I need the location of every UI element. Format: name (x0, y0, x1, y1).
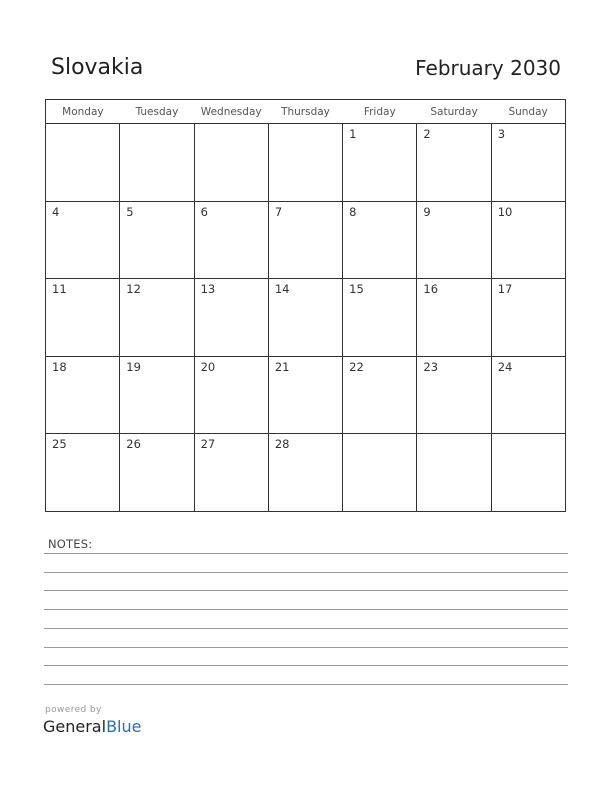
day-number: 3 (497, 127, 506, 141)
day-number: 18 (52, 359, 67, 374)
note-line (44, 572, 568, 573)
day-cell (268, 356, 342, 434)
day-number: 22 (349, 359, 364, 374)
day-number: 23 (423, 359, 439, 374)
country-title: Slovakia (51, 55, 144, 80)
day-number: 17 (497, 282, 513, 297)
week-row (46, 434, 566, 512)
empty-day-cell (46, 124, 120, 202)
day-cell (194, 201, 268, 279)
day-cell (46, 279, 120, 357)
note-line (44, 590, 568, 591)
weekday-tuesday: Tuesday (120, 100, 194, 124)
day-cell (491, 201, 565, 279)
day-number: 21 (274, 359, 290, 374)
note-line (44, 609, 568, 610)
day-cell (343, 356, 417, 434)
day-number: 1 (349, 127, 357, 141)
day-number: 16 (423, 282, 439, 297)
weekday-friday: Friday (343, 100, 417, 124)
day-cell (268, 279, 342, 357)
note-line (44, 647, 568, 648)
day-number: 2 (423, 127, 431, 141)
weekday-thursday: Thursday (268, 100, 342, 124)
day-cell (120, 434, 194, 512)
day-cell (417, 124, 491, 202)
day-cell (194, 279, 268, 357)
day-number: 12 (126, 282, 141, 297)
day-cell (46, 434, 120, 512)
note-line (44, 684, 568, 685)
empty-day-cell (417, 434, 491, 512)
day-cell (491, 279, 565, 357)
day-number: 10 (497, 204, 513, 219)
day-cell (417, 201, 491, 279)
calendar-grid (45, 99, 566, 512)
day-number: 6 (200, 204, 208, 219)
day-number: 27 (200, 437, 216, 452)
powered-by-text: powered by (45, 705, 102, 715)
note-line (44, 628, 568, 629)
week-row (46, 201, 566, 279)
day-number: 25 (52, 437, 67, 452)
week-row (46, 279, 566, 357)
day-number: 19 (126, 359, 141, 374)
day-cell (343, 279, 417, 357)
brand-name-general: General (43, 717, 107, 736)
day-number: 28 (274, 437, 290, 452)
day-number: 9 (423, 204, 431, 219)
day-number: 7 (274, 204, 283, 219)
note-line (44, 665, 568, 666)
weekday-monday: Monday (46, 100, 120, 124)
day-cell (491, 356, 565, 434)
day-number: 8 (349, 204, 357, 219)
day-number: 13 (200, 282, 216, 297)
empty-day-cell (268, 124, 342, 202)
note-line (44, 553, 568, 554)
day-number: 20 (200, 359, 216, 374)
day-number: 15 (349, 282, 364, 297)
day-number: 11 (52, 282, 67, 297)
day-cell (268, 434, 342, 512)
brand-name-blue: Blue (106, 717, 142, 736)
weekday-header-row (46, 100, 566, 124)
brand-logo[interactable] (43, 717, 141, 736)
day-cell (120, 356, 194, 434)
day-cell (194, 356, 268, 434)
day-number: 24 (497, 359, 513, 374)
day-cell (120, 279, 194, 357)
empty-day-cell (343, 434, 417, 512)
day-cell (343, 201, 417, 279)
day-cell (46, 356, 120, 434)
day-cell (268, 201, 342, 279)
month-title: February 2030 (415, 56, 561, 80)
day-cell (491, 124, 565, 202)
weekday-sunday: Sunday (491, 100, 565, 124)
day-cell (417, 356, 491, 434)
empty-day-cell (491, 434, 565, 512)
weekday-wednesday: Wednesday (194, 100, 268, 124)
day-cell (417, 279, 491, 357)
weekday-saturday: Saturday (417, 100, 491, 124)
empty-day-cell (120, 124, 194, 202)
day-number: 4 (52, 204, 60, 219)
day-cell (343, 124, 417, 202)
day-number: 26 (126, 437, 141, 452)
day-cell (46, 201, 120, 279)
day-cell (120, 201, 194, 279)
day-cell (194, 434, 268, 512)
day-number: 14 (274, 282, 290, 297)
week-row (46, 356, 566, 434)
week-row (46, 124, 566, 202)
notes-label: NOTES: (48, 537, 93, 551)
empty-day-cell (194, 124, 268, 202)
day-number: 5 (126, 204, 134, 219)
